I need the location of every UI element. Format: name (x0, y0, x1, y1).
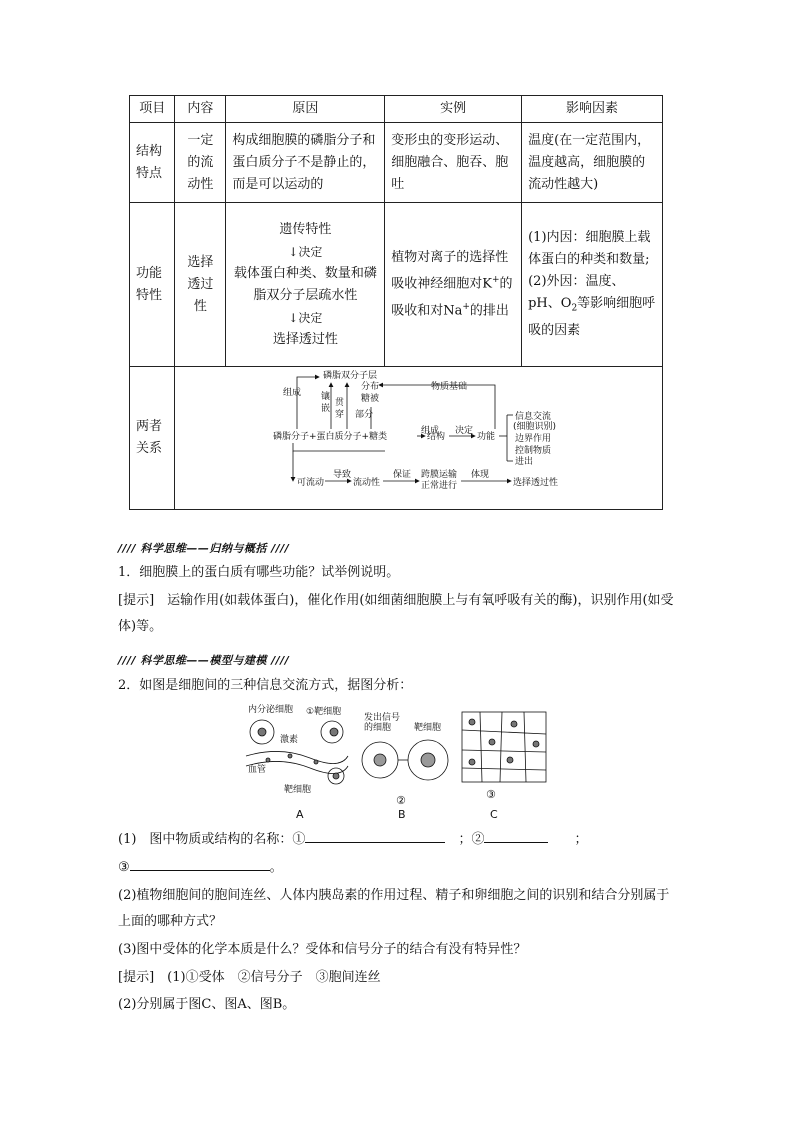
blank-2[interactable] (484, 828, 548, 843)
row2-reason (226, 203, 385, 367)
row1-example: 变形虫的变形运动、细胞融合、胞吞、胞吐 (385, 123, 522, 203)
diag-func3: 控制物质 (515, 446, 552, 456)
table-row (130, 367, 663, 510)
signal-figure (240, 700, 560, 822)
question-2-1 (118, 827, 678, 853)
o2-subscript: 2 (571, 303, 578, 314)
fig-c-num: ③ (486, 788, 496, 801)
q2-1-line2-end: 。 (269, 860, 283, 875)
table-row (130, 123, 663, 203)
table-row (130, 203, 663, 367)
fig-b-num: ② (396, 794, 406, 807)
header-content: 内容 (175, 96, 226, 123)
diag-kl: 可流动 (297, 478, 325, 488)
diag-gongneng: 功能 (477, 432, 496, 442)
fig-a-vessel: 血管 (248, 765, 267, 775)
q2-1-prefix: (1) 图中物质或结构的名称：① (118, 832, 306, 847)
header-item: 项目 (130, 96, 175, 123)
diag-wuzhi: 物质基础 (431, 382, 468, 392)
example-part4: 的排出 (469, 302, 509, 318)
fig-b-label: B (398, 808, 406, 821)
diag-func1: 信息交流 (515, 412, 552, 422)
header-factors: 影响因素 (522, 96, 663, 123)
header-example: 实例 (385, 96, 522, 123)
diag-fenbu: 分布 (361, 382, 380, 392)
row1-factors: 温度(在一定范围内，温度越高，细胞膜的流动性越大) (522, 123, 663, 203)
fig-b-sender1: 发出信号 (364, 713, 401, 723)
question-2: 2．如图是细胞间的三种信息交流方式，据图分析： (118, 678, 413, 693)
row2-content: 选择透过性 (175, 203, 226, 367)
reason-line1: 遗传特性 (279, 221, 332, 237)
fig-c-label: C (490, 808, 498, 821)
diag-guan: 贯 (335, 398, 345, 408)
diag-tangbei: 糖被 (361, 394, 380, 404)
question-2-1-line2 (118, 855, 678, 881)
diag-func2: 边界作用 (515, 434, 552, 444)
reason-line3: 选择透过性 (272, 331, 338, 347)
table-header-row (130, 96, 663, 123)
fig-a-label: A (296, 808, 304, 821)
section-heading-2: //// 科学思维——模型与建模 //// (118, 654, 290, 667)
diag-xztg: 选择透过性 (513, 478, 559, 488)
section-heading-1: //// 科学思维——归纳与概括 //// (118, 542, 290, 555)
example-part2: 神经细胞对K (417, 276, 492, 292)
reason-arrow1: ↓决定 (288, 244, 323, 259)
diag-ldx: 流动性 (353, 478, 381, 488)
answer-2-label: [提示] (118, 970, 155, 985)
q2-1-mid: ；② (458, 832, 485, 847)
diag-zucheng-left: 组成 (283, 388, 302, 398)
diag-top: 磷脂双分子层 (323, 371, 378, 381)
factors-line2 (528, 271, 656, 342)
diag-molecules: 磷脂分子+蛋白质分子+糖类 (273, 432, 388, 442)
answer-2-2: (2)分别属于图C、图A、图B。 (118, 997, 296, 1012)
row1-item: 结构特点 (130, 123, 175, 203)
fig-b-sender2: 的细胞 (364, 723, 392, 733)
answer-2-1-text: (1)①受体 ②信号分子 ③胞间连丝 (167, 970, 381, 985)
question-1: 1．细胞膜上的蛋白质有哪些功能？试举例说明。 (118, 565, 400, 580)
diag-zcjx: 正常进行 (421, 481, 458, 491)
diag-bufen: 部分 (355, 410, 374, 420)
row1-reason: 构成细胞膜的磷脂分子和蛋白质分子不是静止的，而是可以运动的 (226, 123, 385, 203)
diag-daozhi: 导致 (333, 470, 352, 480)
fig-c-drawing (462, 712, 546, 782)
fig-a-endocrine: 内分泌细胞 (248, 705, 294, 715)
diag-baozheng: 保证 (393, 470, 412, 480)
factors-line2-b: 等影响细胞呼吸的因素 (528, 296, 656, 338)
diag-qian: 嵌 (321, 404, 331, 414)
diag-kmys: 跨膜运输 (421, 470, 458, 480)
comparison-table (129, 95, 663, 510)
diag-func3b: 进出 (515, 457, 534, 467)
diag-func1b: (细胞识别) (513, 422, 557, 432)
k-superscript: + (491, 275, 500, 286)
question-2-3: (3)图中受体的化学本质是什么？受体和信号分子的结合有没有特异性？ (118, 942, 527, 957)
header-reason: 原因 (226, 96, 385, 123)
answer-1-label: [提示] (118, 593, 155, 608)
na-superscript: + (462, 301, 470, 312)
question-2-2: (2)植物细胞间的胞间连丝、人体内胰岛素的作用过程、精子和卵细胞之间的识别和结合分别属于上面的哪种方式？ (118, 888, 670, 929)
blank-1[interactable] (305, 828, 445, 843)
factors-line1: (1)内因：细胞膜上载体蛋白的种类和数量; (528, 230, 651, 268)
fig-a-hormone: 激素 (280, 735, 299, 745)
fig-b-drawing (362, 740, 448, 780)
diag-jueding: 决定 (455, 426, 474, 436)
row2-factors (522, 203, 663, 367)
q2-1-line2: ③ (118, 860, 130, 875)
answer-1 (118, 588, 678, 640)
diag-qiang: 镶 (321, 392, 331, 402)
fig-a-target1: ①靶细胞 (306, 707, 342, 717)
diag-tixian: 体现 (471, 470, 490, 480)
row3-item: 两者关系 (130, 367, 175, 510)
example-part3: 的吸收和对Na (391, 276, 513, 318)
diag-jiegou: 结构 (427, 432, 446, 442)
example-part1: 植物对离子的选择性吸收 (391, 250, 509, 292)
diag-chuan: 穿 (335, 410, 345, 420)
reason-arrow2: ↓决定 (288, 310, 323, 325)
row2-example (385, 203, 522, 367)
diag-zucheng-mid: 组成 (421, 426, 440, 436)
fig-b-target: 靶细胞 (414, 723, 442, 733)
blank-3[interactable] (130, 856, 270, 871)
relationship-diagram-cell (175, 367, 663, 510)
row1-content: 一定的流动性 (175, 123, 226, 203)
answer-2-1 (118, 965, 678, 991)
row2-item: 功能特性 (130, 203, 175, 367)
answer-1-text: 运输作用(如载体蛋白)，催化作用(如细菌细胞膜上与有氧呼吸有关的酶)，识别作用(如受体)等。 (118, 593, 674, 634)
reason-line2: 载体蛋白种类、数量和磷脂双分子层疏水性 (233, 265, 377, 303)
factors-line2-a: (2)外因：温度、pH、O (528, 274, 625, 312)
relationship-diagram (175, 367, 659, 501)
q2-1-end: ； (574, 832, 588, 847)
fig-a-target2: 靶细胞 (284, 785, 312, 795)
